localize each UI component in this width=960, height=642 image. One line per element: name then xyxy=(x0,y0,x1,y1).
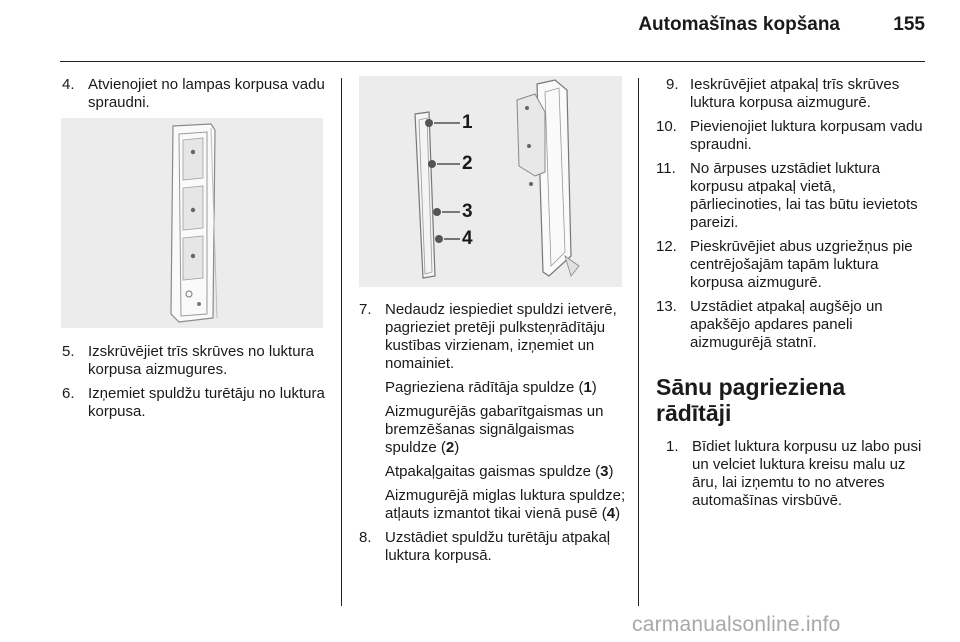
step-8 xyxy=(359,529,629,565)
note-close: ) xyxy=(454,439,460,456)
step-text: No ārpuses uzstādiet luktura korpusu atpakaļ vietā, pārliecinoties, lai tas būtu ievietots pareizi. xyxy=(690,160,918,231)
bulb-holder-illustration xyxy=(359,76,622,287)
note-ref: 1 xyxy=(583,379,592,396)
figure-bulb-holder xyxy=(359,76,622,287)
header-divider xyxy=(60,61,925,62)
step-text: Atvienojiet no lampas korpusa vadu spraudni. xyxy=(88,76,325,111)
step-number: 12. xyxy=(656,238,677,255)
note-close: ) xyxy=(591,379,597,396)
callout-1: 1 xyxy=(462,112,473,133)
callout-3: 3 xyxy=(462,201,473,222)
column-3 xyxy=(656,76,924,510)
step-12 xyxy=(656,238,924,292)
page-number: 155 xyxy=(893,14,925,35)
column-1-lower xyxy=(62,343,330,421)
bulb-note-4 xyxy=(359,487,629,523)
note-ref: 4 xyxy=(606,505,616,522)
step-number: 10. xyxy=(656,118,677,135)
step-number: 5. xyxy=(62,343,75,360)
step-number: 9. xyxy=(666,76,679,93)
bulb-note-3 xyxy=(359,463,629,481)
step-text: Nedaudz iespiediet spuldzi ietverē, pagrieziet pretēji pulksteņrādītāju kustības virzienam, izņemiet un nomainiet. xyxy=(385,301,617,372)
note-text: Aizmugurējā miglas luktura spuldze; atļauts izmantot tikai vienā pusē ( xyxy=(385,487,626,522)
step-number: 8. xyxy=(359,529,372,546)
bulb-note-1 xyxy=(359,379,629,397)
column-1 xyxy=(62,76,330,112)
step-7 xyxy=(359,301,629,373)
note-text: Pagrieziena rādītāja spuldze ( xyxy=(385,379,584,396)
step-5 xyxy=(62,343,330,379)
step-text: Ieskrūvējiet atpakaļ trīs skrūves luktura korpusa aizmugurē. xyxy=(690,76,900,111)
step-text: Uzstādiet spuldžu turētāju atpakaļ luktura korpusā. xyxy=(385,529,611,564)
step-number: 7. xyxy=(359,301,372,318)
step-1 xyxy=(666,438,924,510)
note-ref: 3 xyxy=(600,463,609,480)
step-text: Izņemiet spuldžu turētāju no luktura korpusa. xyxy=(88,385,325,420)
lamp-housing-illustration xyxy=(61,118,323,328)
step-13 xyxy=(656,298,924,352)
column-divider-1 xyxy=(341,78,342,606)
note-close: ) xyxy=(608,463,614,480)
callout-2: 2 xyxy=(462,153,473,174)
step-9 xyxy=(656,76,924,112)
figure-lamp-housing xyxy=(61,118,323,328)
step-text: Pievienojiet luktura korpusam vadu spraudni. xyxy=(690,118,923,153)
step-number: 4. xyxy=(62,76,75,93)
column-divider-2 xyxy=(638,78,639,606)
step-text: Izskrūvējiet trīs skrūves no luktura korpusa aizmugures. xyxy=(88,343,314,378)
note-ref: 2 xyxy=(445,439,455,456)
note-text: Aizmugurējās gabarītgaismas un bremzēšanas signālgaismas spuldze ( xyxy=(385,403,604,456)
step-6 xyxy=(62,385,330,421)
step-number: 1. xyxy=(666,438,679,455)
page-header-title: Automašīnas kopšana xyxy=(638,14,840,35)
step-number: 6. xyxy=(62,385,75,402)
step-10 xyxy=(656,118,924,154)
step-11 xyxy=(656,160,924,232)
note-text: Atpakaļgaitas gaismas spuldze ( xyxy=(385,463,601,480)
column-2 xyxy=(359,301,629,565)
section-title: Sānu pagrieziena rādītāji xyxy=(656,374,846,426)
step-number: 11. xyxy=(656,160,676,177)
note-close: ) xyxy=(615,505,621,522)
bulb-note-2 xyxy=(359,403,629,457)
step-text: Uzstādiet atpakaļ augšējo un apakšējo apdares paneli aizmugurējā statnī. xyxy=(690,298,883,351)
step-text: Bīdiet luktura korpusu uz labo pusi un velciet luktura kreisu malu uz āru, lai izņemtu to no atveres automašīnas virsbūvē. xyxy=(692,438,922,509)
watermark: carmanualsonline.info xyxy=(632,613,841,636)
step-text: Pieskrūvējiet abus uzgriežņus pie centrējošajām tapām luktura korpusa aizmugurē. xyxy=(690,238,913,291)
step-number: 13. xyxy=(656,298,677,315)
step-4 xyxy=(62,76,330,112)
callout-4: 4 xyxy=(462,228,473,249)
